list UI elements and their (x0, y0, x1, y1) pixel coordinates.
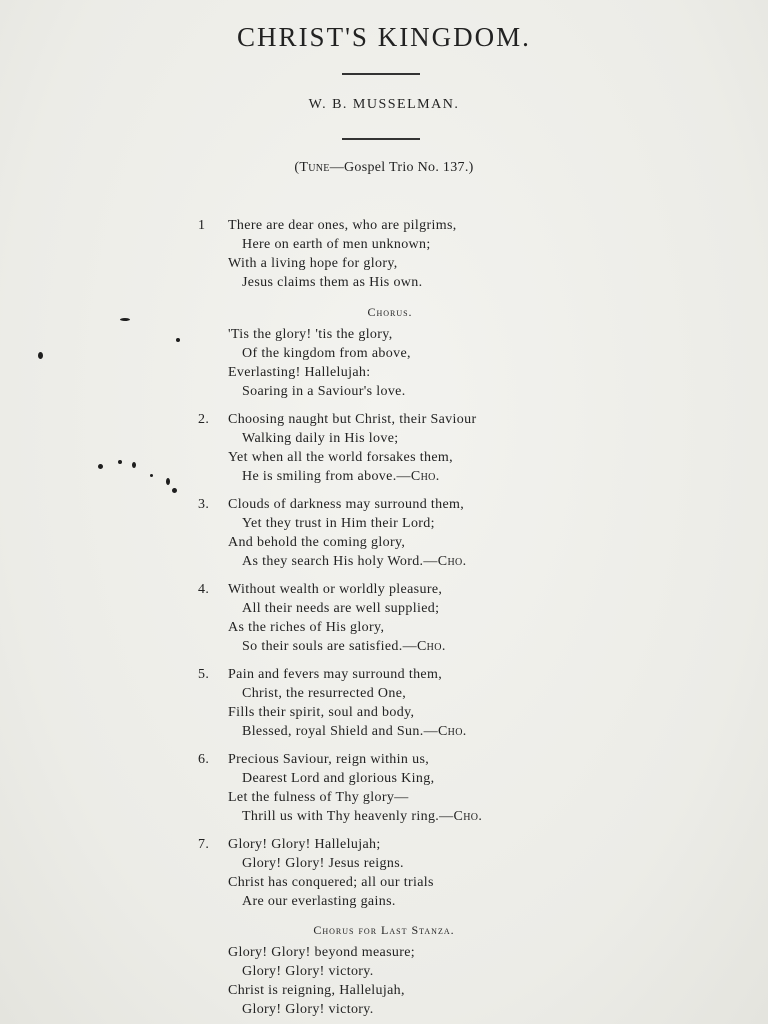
stanza-line: Yet they trust in Him their Lord; (242, 516, 435, 531)
stanza-line: Yet when all the world forsakes them, (228, 450, 453, 465)
chorus-line: Christ is reigning, Hallelujah, (228, 983, 405, 998)
stanza-7 (198, 835, 618, 911)
stanza-3 (198, 495, 618, 571)
chorus-cue: Cho. (410, 469, 440, 484)
stanza-line: Clouds of darkness may surround them, (228, 497, 465, 512)
stanza-1 (198, 216, 618, 292)
chorus-line: 'Tis the glory! 'tis the glory, (228, 327, 393, 342)
stanza-line: With a living hope for glory, (228, 256, 398, 271)
chorus-heading: Chorus. (367, 305, 413, 319)
ink-spot (98, 464, 103, 469)
stanza-line: Here on earth of men unknown; (242, 237, 431, 252)
last-chorus (198, 943, 618, 1019)
stanza-line: Pain and fevers may surround them, (228, 667, 443, 682)
tune-open: ( (294, 160, 300, 175)
tune-word: Tune (299, 160, 330, 175)
ink-spot (38, 352, 43, 359)
stanza-5 (198, 665, 618, 741)
stanza-line: Christ has conquered; all our trials (228, 875, 434, 890)
stanza-number: 3. (198, 497, 210, 512)
stanza-line: Dearest Lord and glorious King, (242, 771, 435, 786)
stanza-line: So their souls are satisfied.— (242, 639, 417, 654)
ink-spot (118, 460, 122, 464)
stanza-line: Glory! Glory! Hallelujah; (228, 837, 381, 852)
chorus-cue: Cho. (437, 724, 467, 739)
stanza-number: 5. (198, 667, 210, 682)
author-name: W. B. MUSSELMAN. (308, 97, 460, 112)
stanza-6 (198, 750, 618, 826)
stanza-line: All their needs are well supplied; (242, 601, 440, 616)
stanza-line: Are our everlasting gains. (242, 894, 396, 909)
chorus-line: Soaring in a Saviour's love. (242, 384, 406, 399)
ink-spot (150, 474, 153, 477)
stanza-line: Blessed, royal Shield and Sun.— (242, 724, 438, 739)
stanza-number: 2. (198, 412, 210, 427)
stanza-number: 7. (198, 837, 210, 852)
stanza-4 (198, 580, 618, 656)
chorus-cue: Cho. (437, 554, 467, 569)
stanza-line: Fills their spirit, soul and body, (228, 705, 415, 720)
title-rule (342, 73, 420, 75)
chorus (198, 325, 618, 401)
stanza-line: Glory! Glory! Jesus reigns. (242, 856, 404, 871)
stanza-line: And behold the coming glory, (228, 535, 406, 550)
stanza-number: 4. (198, 582, 210, 597)
stanza-line: Thrill us with Thy heavenly ring.— (242, 809, 454, 824)
stanza-line: As the riches of His glory, (228, 620, 385, 635)
stanza-line: Precious Saviour, reign within us, (228, 752, 430, 767)
chorus-line: Glory! Glory! victory. (242, 964, 374, 979)
last-chorus-heading: Chorus for Last Stanza. (313, 923, 455, 937)
stanza-line: Walking daily in His love; (242, 431, 399, 446)
stanza-line: As they search His holy Word.— (242, 554, 438, 569)
stanza-line: Without wealth or worldly pleasure, (228, 582, 443, 597)
author-rule (342, 138, 420, 140)
stanza-line: Christ, the resurrected One, (242, 686, 407, 701)
tune-reference (0, 160, 768, 176)
ink-spot (120, 318, 130, 321)
stanza-line: Jesus claims them as His own. (242, 275, 423, 290)
stanza-line: He is smiling from above.— (242, 469, 411, 484)
ink-spot (166, 478, 170, 485)
chorus-line: Of the kingdom from above, (242, 346, 411, 361)
chorus-line: Glory! Glory! victory. (242, 1002, 374, 1017)
chorus-line: Everlasting! Hallelujah: (228, 365, 371, 380)
stanza-line: There are dear ones, who are pilgrims, (228, 218, 457, 233)
ink-spot (132, 462, 136, 468)
ink-spot (172, 488, 177, 493)
stanza-number: 6. (198, 752, 210, 767)
chorus-line: Glory! Glory! beyond measure; (228, 945, 416, 960)
chorus-cue: Cho. (453, 809, 483, 824)
ink-spot (176, 338, 180, 342)
stanza-number: 1 (198, 218, 206, 233)
stanza-line: Choosing naught but Christ, their Saviour (228, 412, 477, 427)
chorus-cue: Cho. (416, 639, 446, 654)
hymn-title: CHRIST'S KINGDOM. (237, 22, 531, 52)
tune-rest: —Gospel Trio No. 137.) (329, 160, 474, 175)
stanza-2 (198, 410, 618, 486)
stanza-line: Let the fulness of Thy glory— (228, 790, 409, 805)
